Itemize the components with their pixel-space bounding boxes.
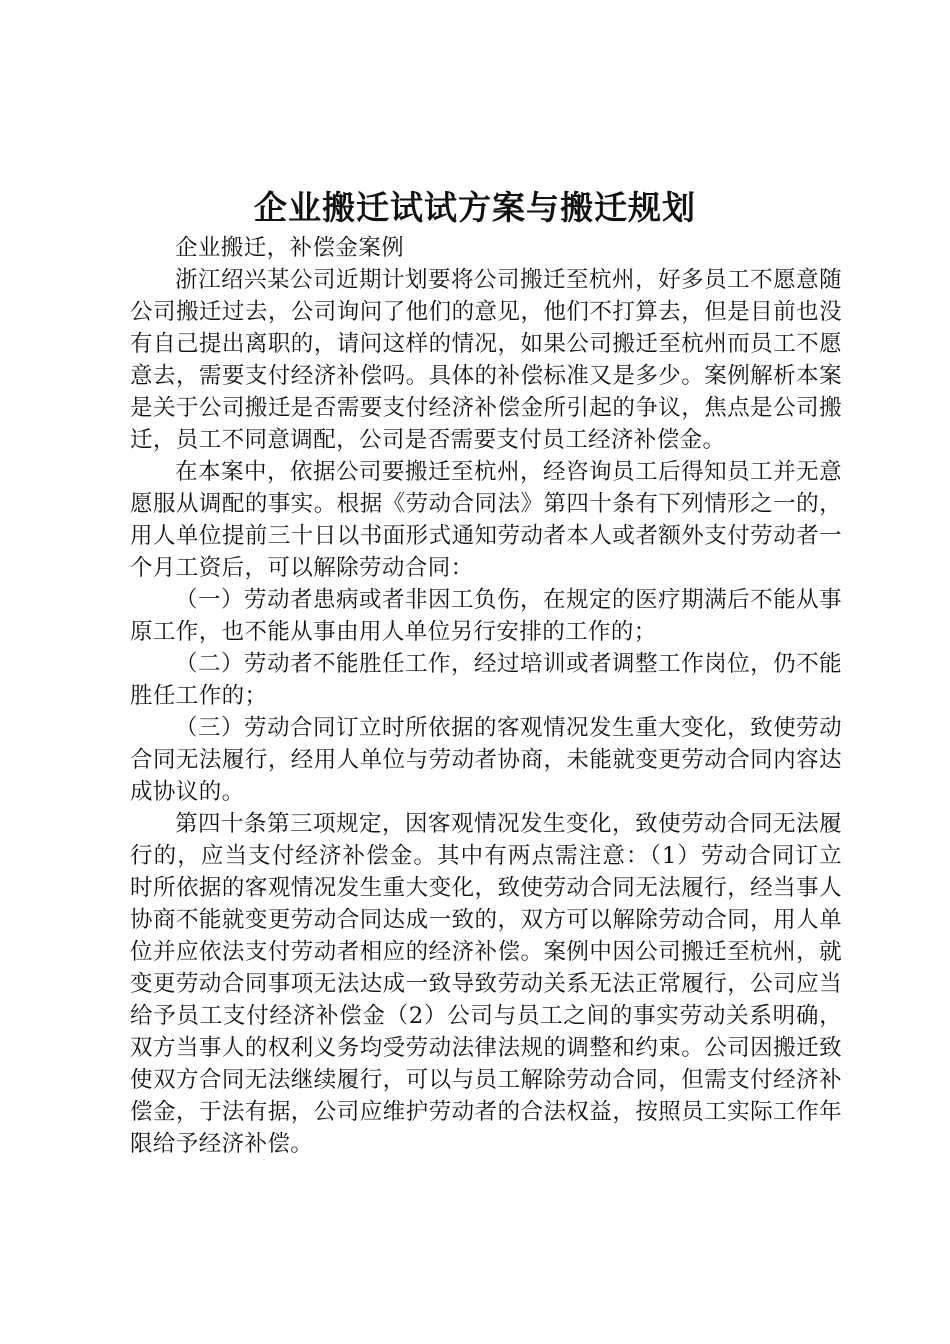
paragraph-item-2: （二）劳动者不能胜任工作，经过培训或者调整工作岗位，仍不能胜任工作的； xyxy=(130,651,842,709)
paragraph-subtitle: 企业搬迁，补偿金案例 xyxy=(175,235,405,261)
paragraph-analysis: 第四十条第三项规定，因客观情况发生变化，致使劳动合同无法履行的，应当支付经济补偿金。其中有两点需注意：（1）劳动合同订立时所依据的客观情况发生重大变化，致使劳动合同无法履行，经当事人协商不能就变更劳动合同达成一致的，双方可以解除劳动合同，用人单位并应依法支付劳动者相应的经济补偿。案例中因公司搬迁至杭州，就变更劳动合同事项无法达成一致导致劳动关系无法正常履行，公司应当给予员工支付经济补偿金（2）公司与员工之间的事实劳动关系明确，双方当事人的权利义务均受劳动法律法规的调整和约束。公司因搬迁致使双方合同无法继续履行，可以与员工解除劳动合同，但需支付经济补偿金，于法有据，公司应维护劳动者的合法权益，按照员工实际工作年限给予经济补偿。 xyxy=(130,811,842,1157)
document-body xyxy=(130,232,842,1160)
paragraph-item-1: （一）劳动者患病或者非因工负伤，在规定的医疗期满后不能从事原工作，也不能从事由用人单位另行安排的工作的； xyxy=(130,587,842,645)
paragraph-item-3: （三）劳动合同订立时所依据的客观情况发生重大变化，致使劳动合同无法履行，经用人单位与劳动者协商，未能就变更劳动合同内容达成协议的。 xyxy=(130,715,842,805)
paragraph-legal-basis: 在本案中，依据公司要搬迁至杭州，经咨询员工后得知员工并无意愿服从调配的事实。根据《劳动合同法》第四十条有下列情形之一的，用人单位提前三十日以书面形式通知劳动者本人或者额外支付劳动者一个月工资后，可以解除劳动合同： xyxy=(130,459,842,581)
document-title: 企业搬迁试试方案与搬迁规划 xyxy=(254,188,696,227)
paragraph-case-background: 浙江绍兴某公司近期计划要将公司搬迁至杭州，好多员工不愿意随公司搬迁过去，公司询问了他们的意见，他们不打算去，但是目前也没有自己提出离职的，请问这样的情况，如果公司搬迁至杭州而员工不愿意去，需要支付经济补偿吗。具体的补偿标准又是多少。案例解析本案是关于公司搬迁是否需要支付经济补偿金所引起的争议，焦点是公司搬迁，员工不同意调配，公司是否需要支付员工经济补偿金。 xyxy=(130,267,842,453)
